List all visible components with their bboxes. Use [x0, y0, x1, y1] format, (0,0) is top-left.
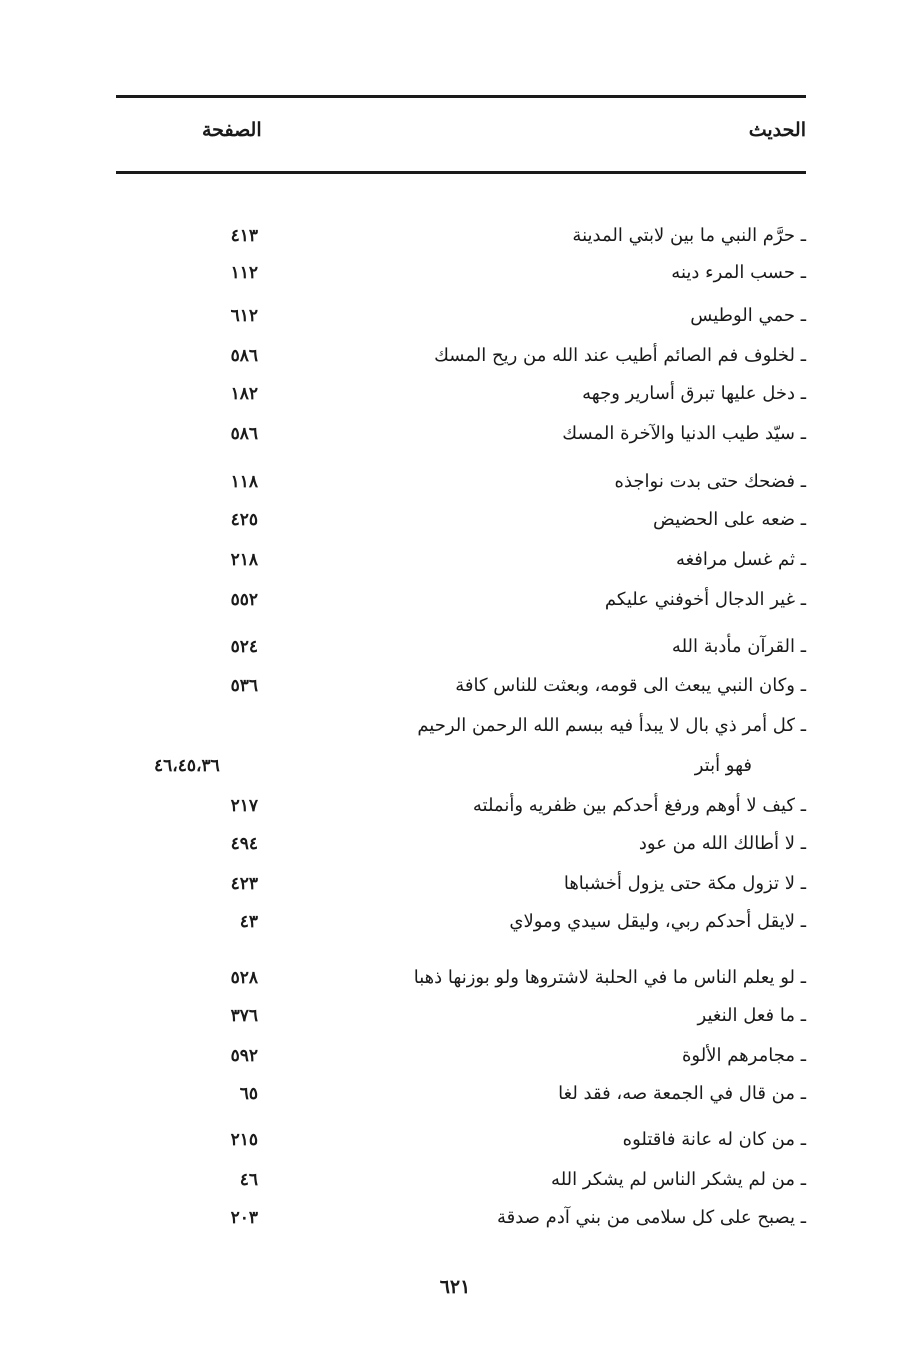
index-row	[116, 584, 806, 616]
hadith-text: ـ لا أطالك الله من عود	[638, 833, 806, 854]
page-number: ٤٩٤	[230, 834, 258, 854]
hadith-text: ـ من كان له عانة فاقتلوه	[622, 1129, 806, 1150]
hadith-text: ـ من لم يشكر الناس لم يشكر الله	[551, 1169, 806, 1190]
index-row	[116, 1040, 806, 1072]
hadith-text: ـ يصبح على كل سلامى من بني آدم صدقة	[496, 1207, 806, 1228]
page-number: ٦٥	[239, 1084, 258, 1104]
page-number: ٢٠٣	[230, 1208, 258, 1228]
page-number: ٣٧٦	[230, 1006, 258, 1026]
hadith-text: ـ لا تزول مكة حتى يزول أخشباها	[563, 873, 806, 894]
page-number: ٥٨٦	[230, 424, 258, 444]
index-row	[116, 257, 806, 289]
page-number: ٥٥٢	[230, 590, 258, 610]
hadith-text: ـ لو يعلم الناس ما في الحلبة لاشتروها ولو بوزنها ذهبا	[413, 967, 806, 988]
index-row	[116, 962, 806, 994]
page-number: ٢١٨	[230, 550, 258, 570]
page-number: ٤٦،٤٥،٣٦	[154, 756, 220, 776]
page-folio-number: ٦٢١	[439, 1276, 471, 1298]
index-row	[116, 1078, 806, 1110]
index-row	[116, 1000, 806, 1032]
index-row	[116, 544, 806, 576]
index-row-continuation	[116, 750, 806, 782]
index-row	[116, 466, 806, 498]
hadith-column-heading: الحديث	[748, 119, 806, 141]
index-row	[116, 868, 806, 900]
page-number: ٤٦	[239, 1170, 258, 1190]
hadith-text: ـ غير الدجال أخوفني عليكم	[604, 589, 806, 610]
hadith-text: ـ ثم غسل مرافغه	[675, 549, 806, 570]
hadith-text: ـ ما فعل النغير	[697, 1005, 806, 1026]
hadith-text: ـ ضعه على الحضيض	[653, 509, 806, 530]
page-number: ٥٩٢	[230, 1046, 258, 1066]
index-row	[116, 300, 806, 332]
page-number: ٤٣	[239, 912, 258, 932]
index-row	[116, 670, 806, 702]
hadith-text: ـ حرَّم النبي ما بين لابتي المدينة	[572, 225, 806, 246]
hadith-text: ـ وكان النبي يبعث الى قومه، وبعثت للناس كافة	[455, 675, 806, 696]
hadith-text: ـ من قال في الجمعة صه، فقد لغا	[558, 1083, 806, 1104]
index-row	[116, 710, 806, 742]
index-row	[116, 1202, 806, 1234]
index-row	[116, 906, 806, 938]
hadith-text: ـ لايقل أحدكم ربي، وليقل سيدي ومولاي	[509, 911, 806, 932]
hadith-text: فهو أبتر	[694, 755, 752, 776]
index-row	[116, 790, 806, 822]
page-number	[116, 710, 258, 742]
page-number: ٢١٥	[230, 1130, 258, 1150]
hadith-text: ـ كل أمر ذي بال لا يبدأ فيه ببسم الله الرحمن الرحيم	[417, 715, 806, 736]
hadith-text: ـ لخلوف فم الصائم أطيب عند الله من ريح المسك	[434, 345, 806, 366]
index-row	[116, 340, 806, 372]
index-row	[116, 1124, 806, 1156]
hadith-text: ـ حمي الوطيس	[690, 305, 806, 326]
top-rule	[116, 95, 806, 98]
page-number: ٥٣٦	[230, 676, 258, 696]
index-row	[116, 504, 806, 536]
hadith-text: ـ مجامرهم الألوة	[682, 1045, 806, 1066]
hadith-text: ـ القرآن مأدبة الله	[671, 636, 806, 657]
page-number: ٥٢٤	[230, 637, 258, 657]
header-bottom-rule	[116, 171, 806, 174]
hadith-text: ـ سيّد طيب الدنيا والآخرة المسك	[562, 423, 806, 444]
page-number: ٦١٢	[230, 306, 258, 326]
page-number: ٤٢٥	[230, 510, 258, 530]
hadith-text: ـ دخل عليها تبرق أسارير وجهه	[582, 383, 806, 404]
page-number: ٥٢٨	[230, 968, 258, 988]
page-number: ٤٢٣	[230, 874, 258, 894]
hadith-text: ـ كيف لا أوهم ورفغ أحدكم بين ظفريه وأنملته	[472, 795, 806, 816]
page-number: ١١٢	[230, 263, 258, 283]
page-number: ٤١٣	[230, 226, 258, 246]
page-number: ٢١٧	[230, 796, 258, 816]
page-number: ١٨٢	[230, 384, 258, 404]
index-row	[116, 418, 806, 450]
hadith-text: ـ حسب المرء دينه	[671, 262, 806, 283]
index-row	[116, 220, 806, 252]
index-row	[116, 828, 806, 860]
page-number: ١١٨	[230, 472, 258, 492]
index-row	[116, 1164, 806, 1196]
index-row	[116, 378, 806, 410]
page-number: ٥٨٦	[230, 346, 258, 366]
index-row	[116, 631, 806, 663]
hadith-text: ـ فضحك حتى بدت نواجذه	[614, 471, 806, 492]
page-column-heading: الصفحة	[202, 119, 262, 141]
